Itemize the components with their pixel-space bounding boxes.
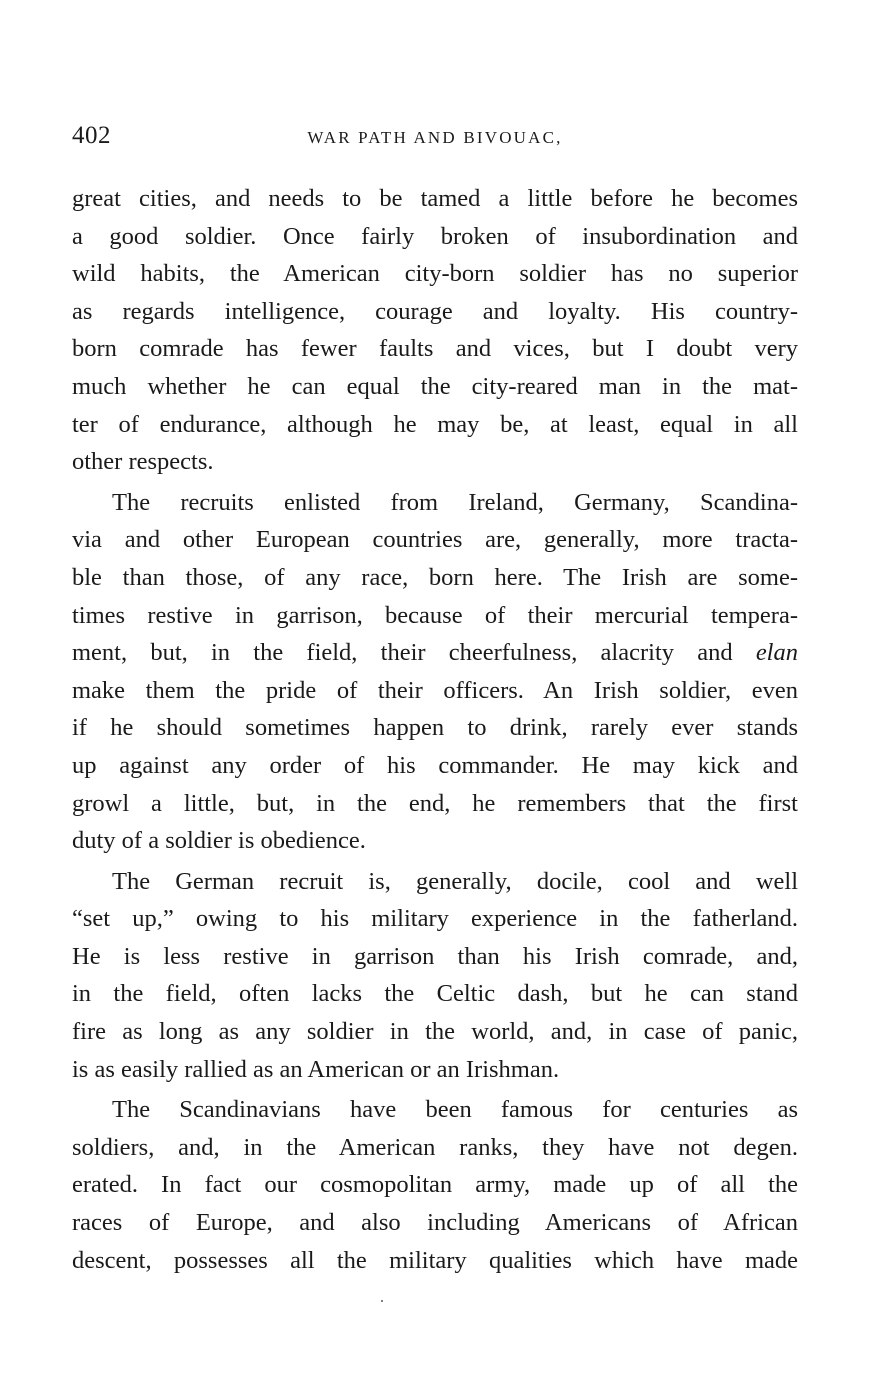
text-line: races of Europe, and also including Americans of African [72,1209,798,1237]
text-line: via and other European countries are, generally, more tracta- [72,526,798,554]
italic-word: elan [755,639,798,667]
paragraph-4 [72,1091,798,1279]
text-line: descent, possesses all the military qualities which have made [72,1246,798,1274]
page-number: 402 [72,122,111,149]
text-line: is as easily rallied as an American or an Irishman. [72,1055,560,1083]
text-line: as regards intelligence, courage and loyalty. His country- [72,297,798,325]
text-line [72,634,798,672]
text-line: wild habits, the American city-born soldier has no superior [72,260,798,288]
text-line: soldiers, and, in the American ranks, they have not degen. [72,1133,798,1161]
text-line: up against any order of his commander. He may kick and [72,751,798,779]
text-line: The German recruit is, generally, docile, cool and well [112,867,798,895]
text-line: make them the pride of their officers. An Irish soldier, even [72,676,798,704]
running-head: WAR PATH AND BIVOUAC, [307,128,563,147]
text-line: The Scandinavians have been famous for centuries as [112,1096,798,1124]
text-line: ter of endurance, although he may be, at least, equal in all [72,410,798,438]
ink-speck [381,1300,383,1302]
text-line: times restive in garrison, because of their mercurial tempera- [72,601,798,629]
text-line: much whether he can equal the city-reared man in the mat- [72,372,798,400]
body-text [72,180,798,1279]
text-line: great cities, and needs to be tamed a little before he becomes [72,185,798,212]
text-line: in the field, often lacks the Celtic dash, but he can stand [72,980,798,1008]
text-line: ble than those, of any race, born here. The Irish are some- [72,563,798,591]
text-line: “set up,” owing to his military experience in the fatherland. [72,905,798,933]
text-line: growl a little, but, in the end, he remembers that the first [72,789,798,817]
paragraph-3 [72,863,798,1089]
paragraph-2 [72,484,798,860]
text-line: fire as long as any soldier in the world, and, in case of panic, [72,1018,798,1046]
text-line: He is less restive in garrison than his Irish comrade, and, [72,942,798,970]
text-line: a good soldier. Once fairly broken of insubordination and [72,222,798,250]
paragraph-1 [72,180,798,481]
text-line: if he should sometimes happen to drink, rarely ever stands [72,714,798,742]
text-line: The recruits enlisted from Ireland, Germany, Scandina- [112,488,798,516]
text-line: born comrade has fewer faults and vices, but I doubt very [72,335,798,363]
page-header [72,122,798,158]
text-line: duty of a soldier is obedience. [72,827,366,855]
text-fragment: ment, but, in the field, their cheerfulness, alacrity and [72,639,733,667]
text-line: erated. In fact our cosmopolitan army, made up of all the [72,1171,798,1199]
text-line: other respects. [72,448,214,476]
